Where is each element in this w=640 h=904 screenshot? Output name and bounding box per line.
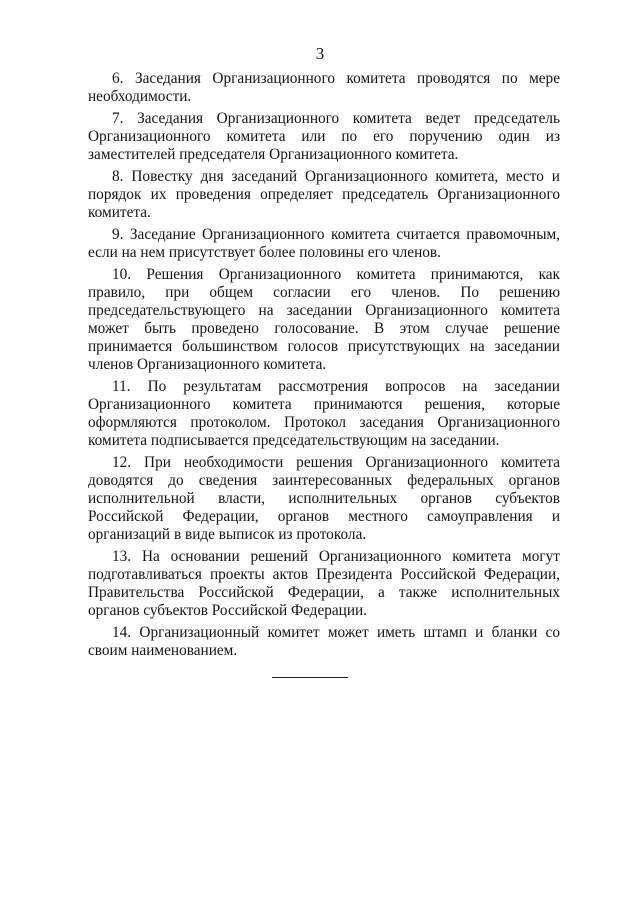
paragraph-8: 8. Повестку дня заседаний Организационного комитета, место и порядок их проведения определяет председатель Организационного комитета.	[88, 168, 560, 221]
paragraph-6: 6. Заседания Организационного комитета проводятся по мере необходимости.	[88, 70, 560, 105]
page-number: 3	[315, 44, 325, 63]
end-divider	[272, 677, 348, 678]
document-body	[88, 70, 560, 664]
paragraph-7: 7. Заседания Организационного комитета ведет председатель Организационного комитета или по его поручению один из заместителей председателя Организационного комитета.	[88, 110, 560, 163]
paragraph-9: 9. Заседание Организационного комитета считается правомочным, если на нем присутствует более половины его членов.	[88, 226, 560, 261]
paragraph-14: 14. Организационный комитет может иметь штамп и бланки со своим наименованием.	[88, 624, 560, 659]
paragraph-13: 13. На основании решений Организационного комитета могут подготавливаться проекты актов Президента Российской Федерации, Правительства Российской Федерации, а также исполнительных органов субъектов Российской Федерации.	[88, 548, 560, 619]
paragraph-10: 10. Решения Организационного комитета принимаются, как правило, при общем согласии его членов. По решению председательствующего на заседании Организационного комитета может быть проведено голосование. В этом случае решение принимается большинством голосов присутствующих на заседании членов Организационного комитета.	[88, 266, 560, 373]
paragraph-11: 11. По результатам рассмотрения вопросов на заседании Организационного комитета принимаются решения, которые оформляются протоколом. Протокол заседания Организационного комитета подписывается председательствующим на заседании.	[88, 378, 560, 449]
paragraph-12: 12. При необходимости решения Организационного комитета доводятся до сведения заинтересованных федеральных органов исполнительной власти, исполнительных органов субъектов Российской Федерации, органов местного самоуправления и организаций в виде выписок из протокола.	[88, 454, 560, 543]
